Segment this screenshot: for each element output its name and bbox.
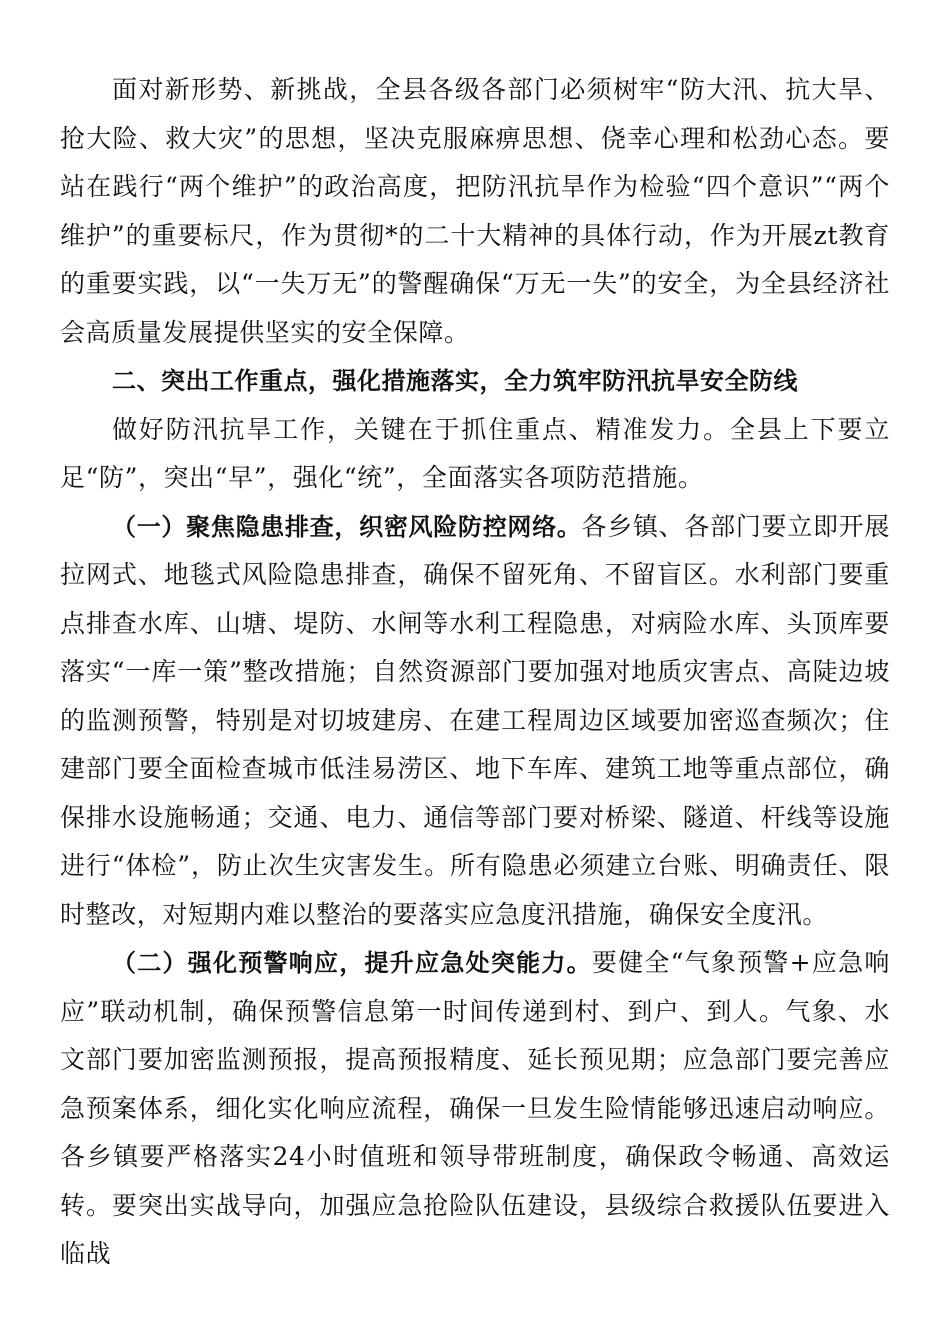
paragraph-hazard-inspection-text: 各乡镇、各部门要立即开展拉网式、地毯式风险隐患排查，确保不留死角、不留盲区。水利部门要重点排查水库、山塘、堤防、水闸等水利工程隐患，对病险水库、头顶库要落实“一库一策”整改措施；自然资源部门要加强对地质灾害点、高陡边坡的监测预警，特别是对切坡建房、在建工程周边区域要加密巡查频次；住建部门要全面检查城市低洼易涝区、地下车库、建筑工地等重点部位，确保排水设施畅通；交通、电力、通信等部门要对桥梁、隧道、杆线等设施进行“体检”，防止次生灾害发生。所有隐患必须建立台账、明确责任、限时整改，对短期内难以整治的要落实应急度汛措施，确保安全度汛。 — [60, 511, 890, 929]
paragraph-mindset: 面对新形势、新挑战，全县各级各部门必须树牢“防大汛、抗大旱、抢大险、救大灾”的思想，坚决克服麻痹思想、侥幸心理和松劲心态。要站在践行“两个维护”的政治高度，把防汛抗旱作为检验“四个意识”“两个维护”的重要标尺，作为贯彻*的二十大精神的具体行动，作为开展zt教育的重要实践，以“一失万无”的警醒确保“万无一失”的安全，为全县经济社会高质量发展提供坚实的安全保障。 — [60, 75, 890, 347]
subheading-hazard-inspection: （一）聚焦隐患排查，织密风险防控网络。 — [112, 512, 582, 541]
paragraph-key-focus: 做好防汛抗旱工作，关键在于抓住重点、精准发力。全县上下要立足“防”，突出“早”，强化“统”，全面落实各项防范措施。 — [60, 414, 890, 492]
paragraph-warning-response-text: 要健全“气象预警+应急响应”联动机制，确保预警信息第一时间传递到村、到户、到人。气象、水文部门要加密监测预报，提高预报精度、延长预见期；应急部门要完善应急预案体系，细化实化响应流程，确保一旦发生险情能够迅速启动响应。各乡镇要严格落实24小时值班和领导带班制度，确保政令畅通、高效运转。要突出实战导向，加强应急抢险队伍建设，县级综合救援队伍要进入临战 — [60, 948, 890, 1268]
paragraph-warning-response — [60, 939, 890, 1279]
subheading-warning-response: （二）强化预警响应，提升应急处突能力。 — [112, 949, 592, 977]
document-body — [60, 66, 890, 1279]
section-heading-two: 二、突出工作重点，强化措施落实，全力筑牢防汛抗旱安全防线 — [112, 367, 798, 395]
paragraph-hazard-inspection — [60, 503, 890, 940]
